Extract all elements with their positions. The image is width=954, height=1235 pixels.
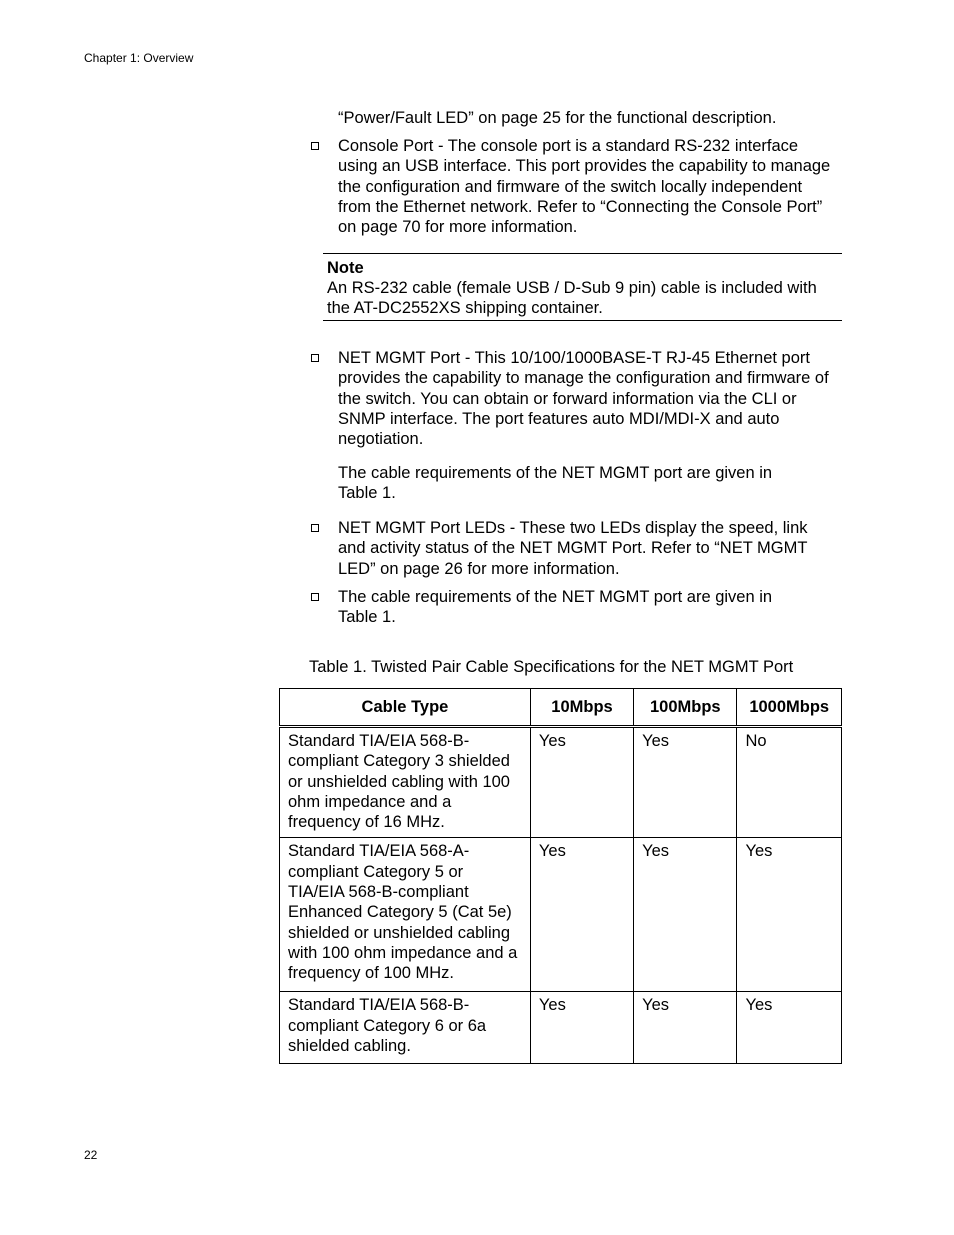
cell-10mbps: Yes [538,996,566,1015]
note-box [323,253,842,321]
cell-100mbps: Yes [642,996,670,1015]
paragraph-net-mgmt-leds: NET MGMT Port LEDs - These two LEDs display the speed, link and activity status of the NET MGMT Port. Refer to “NET MGMT LED” on page 26 for more information. [338,519,808,578]
header-cable-type: Cable Type [280,689,531,727]
paragraph-net-mgmt-port: NET MGMT Port - This 10/100/1000BASE-T RJ-45 Ethernet port provides the capability to manage the configuration and firmware of the switch. You can obtain or forward information via the CLI or SNMP interface. The port features auto MDI/MDI-X and auto negotiation. [338,349,829,449]
cell-100mbps: Yes [642,732,670,750]
paragraph-console-port: Console Port - The console port is a standard RS-232 interface using an USB interface. This port provides the capability to manage the configuration and firmware of the switch locally independent from the Ethernet network. Refer to “Connecting the Console Port” on page 70 for more information. [338,137,831,237]
table-row [280,992,842,1064]
paragraph-cable-requirements: The cable requirements of the NET MGMT port are given in Table 1. [338,588,773,627]
bullet-box-icon [311,142,319,150]
running-header: Chapter 1: Overview [84,51,194,65]
cell-1000mbps: Yes [745,842,773,861]
table-caption: Table 1. Twisted Pair Cable Specifications for the NET MGMT Port [309,658,794,676]
note-body: An RS-232 cable (female USB / D-Sub 9 pin) cable is included with the AT-DC2552XS shipping container. [327,279,817,318]
bullet-box-icon [311,354,319,362]
header-1000mbps: 1000Mbps [737,689,842,727]
cell-10mbps: Yes [538,842,566,861]
note-title: Note [327,259,364,277]
header-10mbps: 10Mbps [530,689,633,727]
paragraph-net-mgmt-cable: The cable requirements of the NET MGMT port are given in Table 1. [338,464,773,503]
paragraph-power-fault-ref: “Power/Fault LED” on page 25 for the functional description. [338,109,777,127]
table-header-row [280,689,842,727]
page-number: 22 [84,1148,98,1162]
header-100mbps: 100Mbps [634,689,737,727]
cell-cable-type: Standard TIA/EIA 568-B-compliant Category 3 shielded or unshielded cabling with 100 ohm impedance and a frequency of 16 MHz. [288,732,510,832]
cell-cable-type: Standard TIA/EIA 568-A-compliant Category 5 or TIA/EIA 568-B-compliant Enhanced Category 5 (Cat 5e) shielded or unshielded cabling with 100 ohm impedance and a frequency of 100 MHz. [288,842,518,983]
cell-cable-type: Standard TIA/EIA 568-B-compliant Category 6 or 6a shielded cabling. [288,996,487,1056]
table-row [280,838,842,992]
cell-1000mbps: Yes [745,996,773,1015]
cable-spec-table [279,688,842,1064]
cell-100mbps: Yes [642,842,670,861]
cell-10mbps: Yes [538,732,566,750]
cell-1000mbps: No [745,732,767,750]
bullet-box-icon [311,524,319,532]
bullet-box-icon [311,593,319,601]
table-row [280,727,842,838]
